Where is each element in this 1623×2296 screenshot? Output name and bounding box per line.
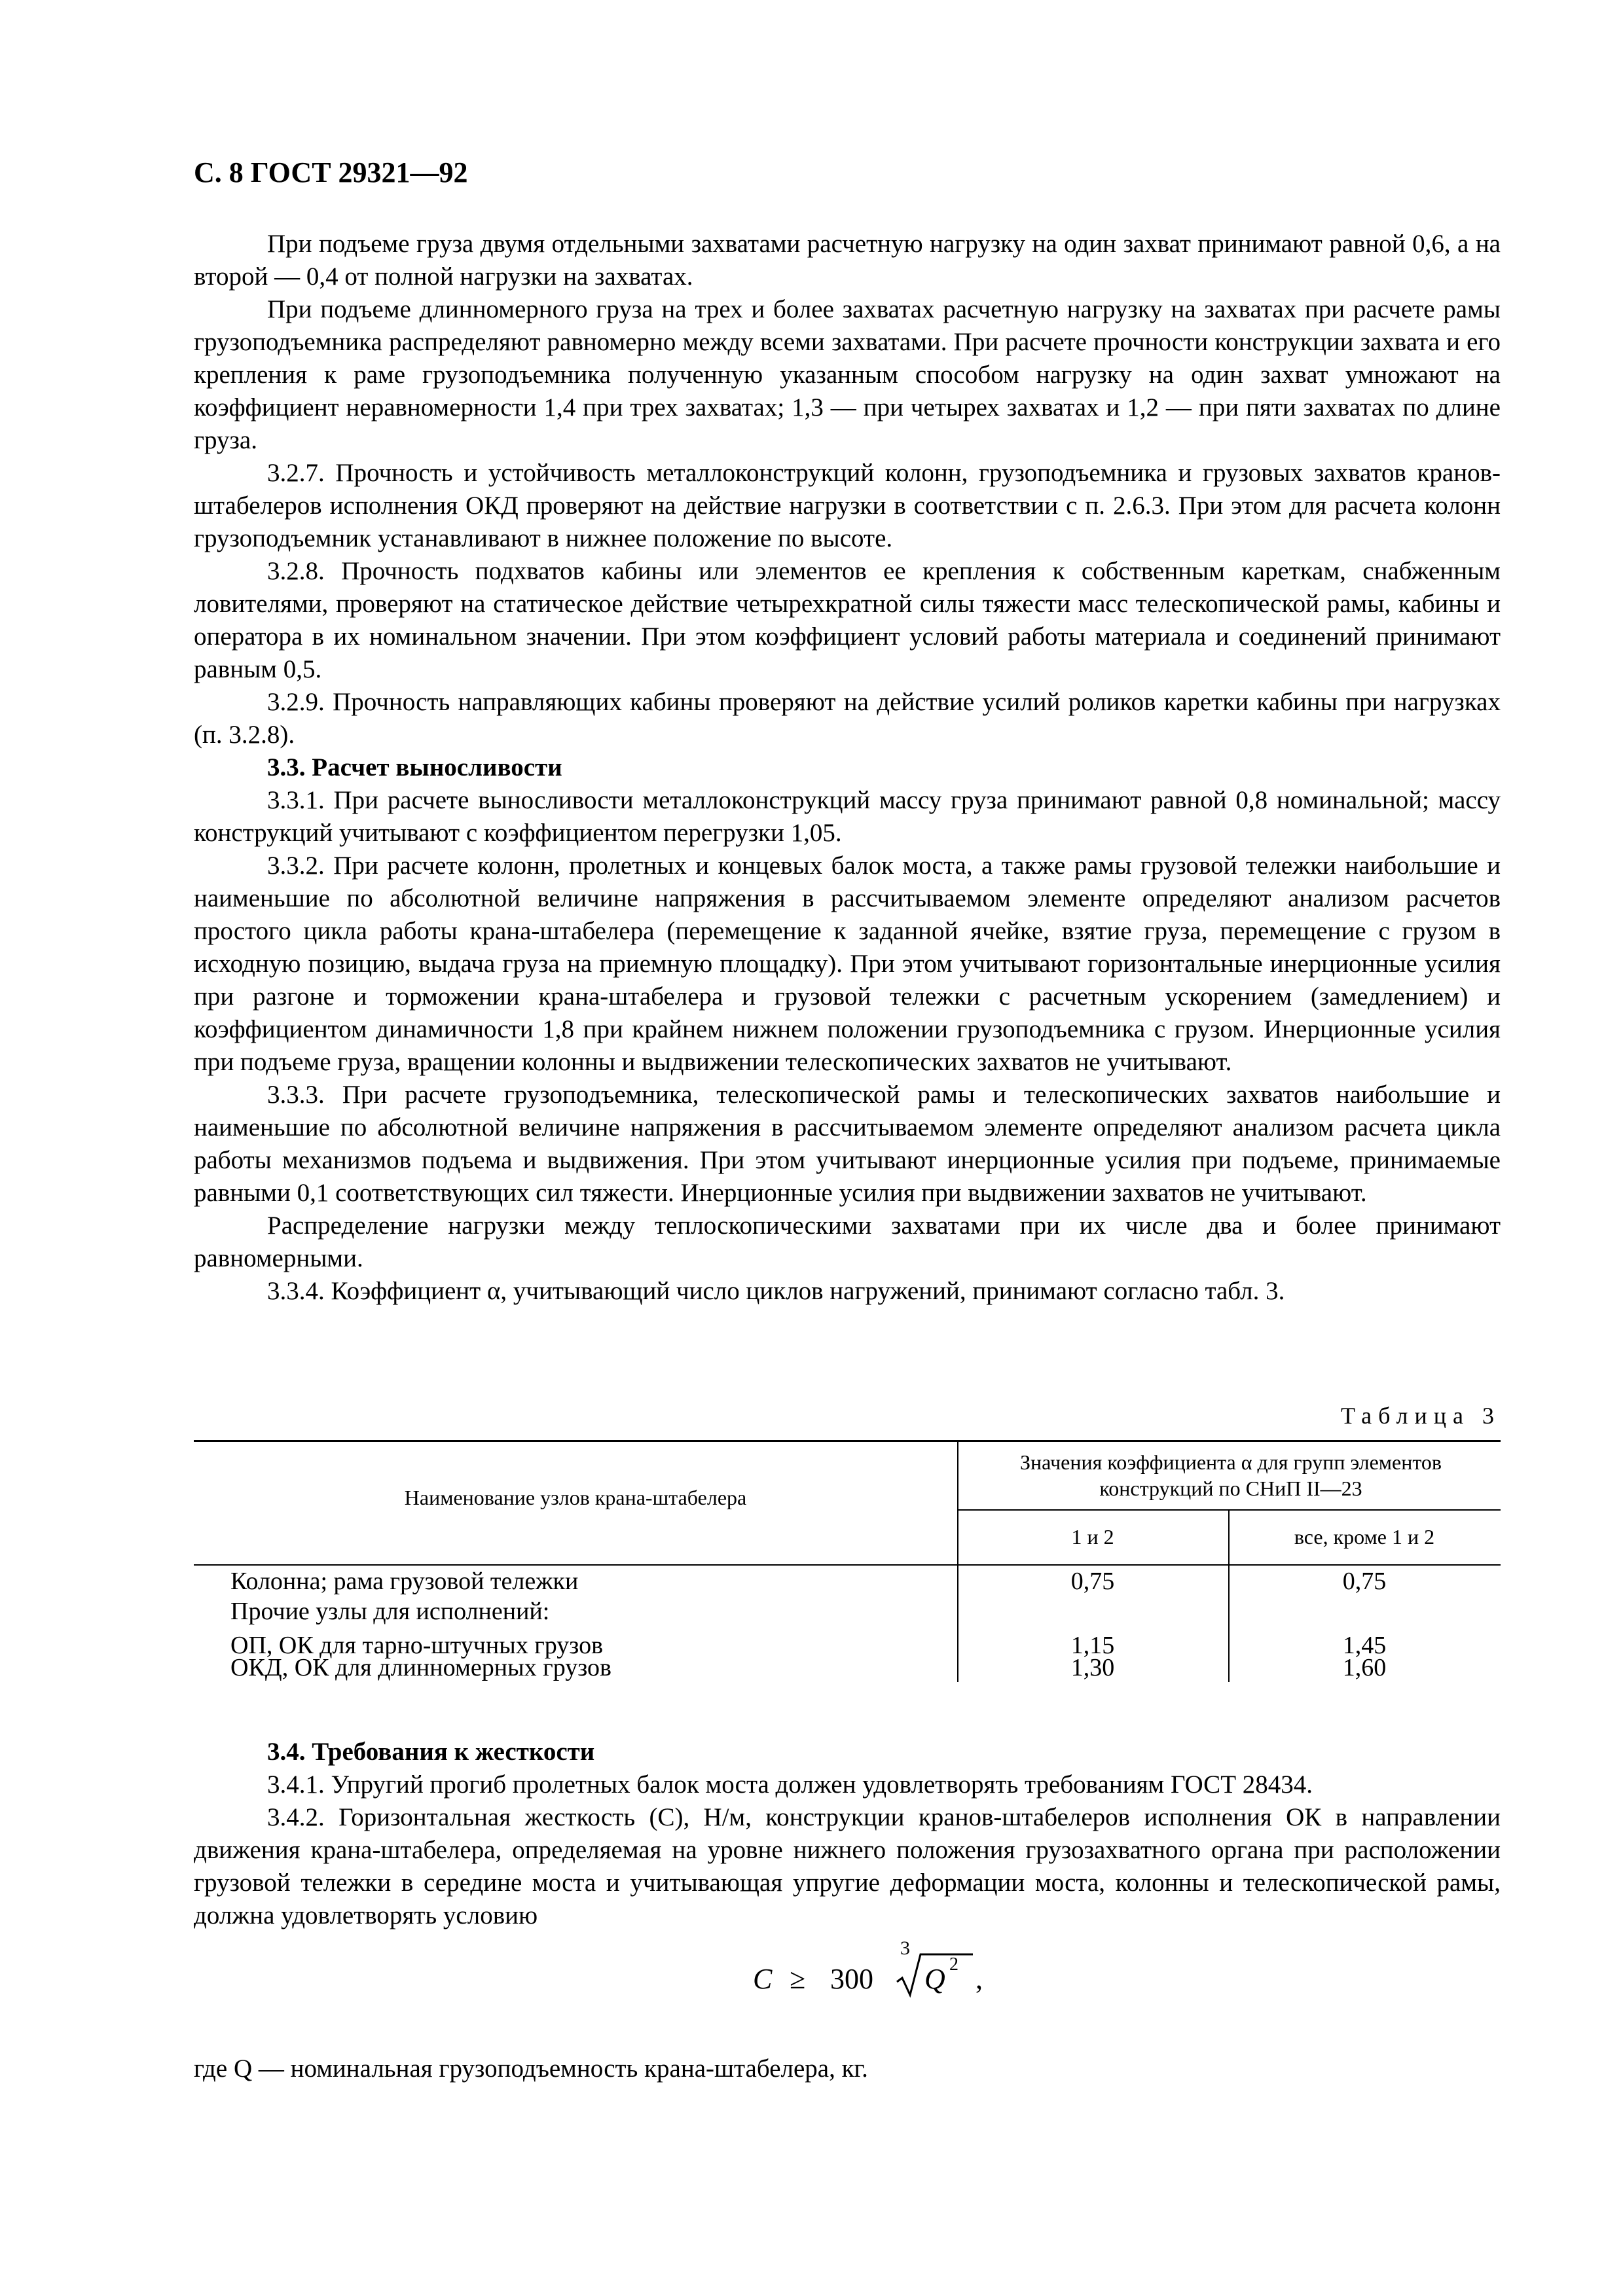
table-subheader: 1 и 2 [1071,1525,1114,1549]
section-heading: 3.4. Требования к жесткости [267,1738,595,1766]
table-caption: Таблица 3 [1341,1403,1501,1429]
paragraph: 3.3.3. При расчете грузоподъемника, телескопической рамы и телескопических захватов наибольшие и наименьшие по абсолютной величине напряжения в рассчитываемом элементе определяют анализом расчета цикла работы механизмов подъема и выдвижения. При этом учитывают инерционные усилия при подъеме, принимаемые равными 0,1 соответствующих сил тяжести. Инерционные усилия при выдвижении захватов не учитывают. [194,1081,1501,1207]
paragraph: 3.2.9. Прочность направляющих кабины проверяют на действие усилий роликов каретки кабины при нагрузках (п. 3.2.8). [194,688,1501,749]
paragraph: 3.2.7. Прочность и устойчивость металлоконструкций колонн, грузоподъемника и грузовых захватов кранов-штабелеров исполнения ОКД проверяют на действие нагрузки в соответствии с п. 2.6.3. При этом для расчета колонн грузоподъемник устанавливают в нижнее положение по высоте. [194,459,1501,552]
table-header-bottom-rule [194,1564,1501,1566]
formula-root-index: 3 [900,1937,910,1959]
formula-coefficient: 300 [830,1963,873,1995]
paragraph: Распределение нагрузки между теплоскопическими захватами при их числе два и более принимают равномерными. [194,1211,1501,1272]
section-heading: 3.3. Расчет выносливости [267,753,562,781]
table-row-name: Прочие узлы для исполнений: [230,1598,550,1625]
paragraph: 3.4.1. Упругий прогиб пролетных балок моста должен удовлетворять требованиям ГОСТ 28434. [267,1770,1313,1799]
table-cell: 0,75 [1070,1568,1115,1595]
body-text [194,228,1501,1308]
table-cell: 1,30 [1070,1654,1115,1681]
paragraph: При подъеме длинномерного груза на трех и более захватах расчетную нагрузку на захватах при расчете рамы грузоподъемника распределяют равномерно между всеми захватами. При расчете прочности конструкции захвата и его крепления к раме грузоподъемника полученную указанным способом нагрузку на один захват умножают на коэффициент неравномерности 1,4 при трех захватах; 1,3 — при четырех захватах и 1,2 — при пяти захватах по длине груза. [194,295,1501,454]
table-cell: 1,15 [1070,1632,1115,1659]
table-cell: 1,45 [1342,1632,1387,1659]
formula-tail: , [976,1963,983,1995]
formula-explanation: где Q — номинальная грузоподъемность крана-штабелера, кг. [194,2054,868,2083]
formula-operator: ≥ [790,1963,806,1995]
paragraph: 3.3.4. Коэффициент α, учитывающий число циклов нагружений, принимают согласно табл. 3. [267,1277,1285,1305]
paragraph: При подъеме груза двумя отдельными захватами расчетную нагрузку на один захват принимают равной 0,6, а на второй — 0,4 от полной нагрузки на захватах. [194,230,1501,291]
table-header-name: Наименование узлов крана-штабелера [404,1486,747,1509]
table-top-rule [194,1440,1501,1442]
table-row-name: Колонна; рама грузовой тележки [230,1568,579,1595]
stiffness-formula [753,1937,1080,2009]
formula-lhs: C [753,1963,773,1995]
table-subheader: все, кроме 1 и 2 [1294,1525,1435,1549]
table-row-name: ОКД, ОК для длинномерных грузов [230,1654,611,1681]
formula-radicand: Q [924,1963,945,1995]
body-text-2 [194,1736,1501,1932]
table-cell: 1,60 [1342,1654,1387,1681]
paragraph: 3.3.2. При расчете колонн, пролетных и концевых балок моста, а также рамы грузовой тележки наибольшие и наименьшие по абсолютной величине напряжения в рассчитываемом элементе определяют анализом расчетов простого цикла работы крана-штабелера (перемещение к заданной ячейке, взятие груза, перемещение с грузом в исходную позицию, выдача груза на приемную площадку). При этом учитывают горизонтальные инерционные усилия при разгоне и торможении крана-штабелера и грузовой тележки с расчетным ускорением (замедлением) и коэффициентом динамичности 1,8 при крайнем нижнем положении грузоподъемника с грузом. Инерционные усилия при подъеме груза, вращении колонны и выдвижении телескопических захватов не учитывают. [194,852,1501,1076]
table-cell: 0,75 [1342,1568,1387,1595]
paragraph: 3.2.8. Прочность подхватов кабины или элементов ее крепления к собственным кареткам, снабженным ловителями, проверяют на статическое действие четырехкратной силы тяжести масс телескопической рамы, кабины и оператора в их номинальном значении. При этом коэффициент условий работы материала и соединений принимают равным 0,5. [194,557,1501,683]
paragraph: 3.3.1. При расчете выносливости металлоконструкций массу груза принимают равной 0,8 номинальной; массу конструкций учитывают с коэффициентом перегрузки 1,05. [194,786,1501,847]
page-header: С. 8 ГОСТ 29321—92 [194,156,468,188]
paragraph: 3.4.2. Горизонтальная жесткость (C), Н/м, конструкции кранов-штабелеров исполнения ОК в направлении движения крана-штабелера, определяемая на уровне нижнего положения грузозахватного органа при расположении грузовой тележки в середине моста и учитывающая упругие деформации моста, колонны и телескопической рамы, должна удовлетворять условию [194,1803,1501,1929]
formula-exponent: 2 [949,1954,958,1975]
table-header-values: Значения коэффициента α для групп элементов конструкций по СНиП II—23 [1019,1450,1442,1500]
table-row-name: ОП, ОК для тарно-штучных грузов [230,1632,604,1659]
